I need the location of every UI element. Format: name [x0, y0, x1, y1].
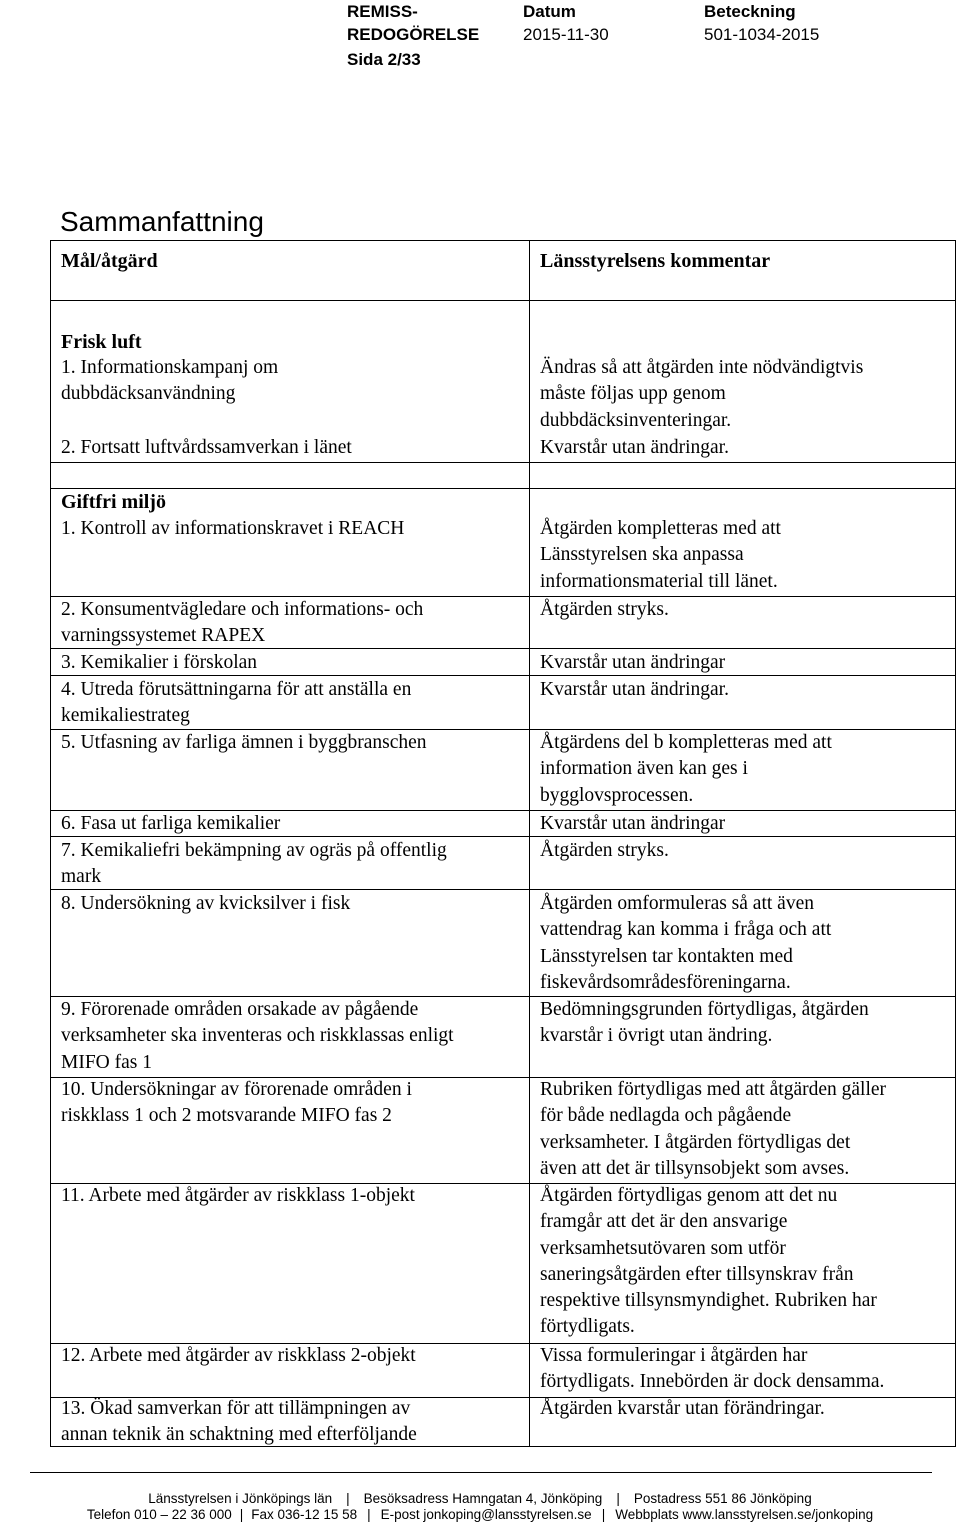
column-header-right: Länsstyrelsens kommentar — [540, 250, 771, 272]
reference-value: 501-1034-2015 — [704, 25, 820, 44]
summary-table — [50, 240, 956, 1447]
footer-email[interactable]: E-post jonkoping@lansstyrelsen.se — [380, 1507, 592, 1522]
table-row-right: Åtgärden kompletteras med att Länsstyrelsen ska anpassa informationsmaterial till länet. — [540, 518, 781, 592]
footer-line-2: Telefon 010 – 22 36 000 | Fax 036-12 15 58 | E-post jonkoping@lansstyrelsen.se | Webbplats www.lansstyrelsen.se/jonkoping — [86, 1507, 874, 1522]
group-heading-frisk-luft: Frisk luft — [61, 331, 142, 353]
table-row-right: Bedömningsgrunden förtydligas, åtgärden kvarstår i övrigt utan ändring. — [540, 999, 869, 1047]
footer-line-1: Länsstyrelsen i Jönköpings län | Besöksadress Hamngatan 4, Jönköping | Postadress 551 86 Jönköping — [148, 1491, 812, 1506]
table-row-right: Rubriken förtydligas med att åtgärden gäller för både nedlagda och pågående verksamheter. I åtgärden förtydligas det även att det är tillsynsobjekt som avses. — [540, 1079, 887, 1179]
date-block — [523, 0, 609, 46]
table-row-left: 9. Förorenade områden orsakade av pågående verksamheter ska inventeras och riskklassas enligt MIFO fas 1 — [61, 999, 454, 1073]
table-row-right: Åtgärden förtydligas genom att det nu framgår att det är den ansvarige verksamhetsutövaren som utför saneringsåtgärden efter tillsynskrav från respektive tillsynsmyndighet. Rubriken har förtydligats. — [540, 1185, 877, 1338]
footer-postal-address: Postadress 551 86 Jönköping — [633, 1491, 812, 1506]
table-row-left: 11. Arbete med åtgärder av riskklass 1-objekt — [61, 1185, 415, 1206]
reference-block — [704, 0, 819, 46]
footer-visiting-address: Besöksadress Hamngatan 4, Jönköping — [363, 1491, 603, 1506]
footer-website[interactable]: Webbplats www.lansstyrelsen.se/jonkoping — [615, 1507, 874, 1522]
table-row-right: Åtgärden stryks. — [540, 599, 669, 620]
table-row-right: Ändras så att åtgärden inte nödvändigtvis måste följas upp genom dubbdäcksinventeringar. — [540, 357, 864, 431]
table-row-left: 12. Arbete med åtgärder av riskklass 2-objekt — [61, 1345, 416, 1366]
group-heading-giftfri-miljo: Giftfri miljö — [61, 491, 166, 513]
table-row-right: Åtgärden stryks. — [540, 840, 669, 861]
section-title: Sammanfattning — [60, 206, 264, 237]
table-row-left: 5. Utfasning av farliga ämnen i byggbranschen — [61, 732, 427, 753]
table-row-left: 10. Undersökningar av förorenade områden i riskklass 1 och 2 motsvarande MIFO fas 2 — [61, 1079, 412, 1127]
table-row-right: Kvarstår utan ändringar. — [540, 437, 729, 458]
table-row-right: Kvarstår utan ändringar. — [540, 679, 729, 700]
row-divider — [51, 488, 955, 489]
table-row-left: 2. Fortsatt luftvårdssamverkan i länet — [61, 437, 352, 458]
table-row-left: 3. Kemikalier i förskolan — [61, 652, 258, 673]
date-value: 2015-11-30 — [523, 25, 609, 44]
table-row-left: 6. Fasa ut farliga kemikalier — [61, 813, 281, 834]
date-label: Datum — [523, 2, 576, 21]
footer-phone: Telefon 010 – 22 36 000 — [86, 1507, 232, 1522]
column-divider — [529, 241, 530, 1446]
table-row-left: 1. Kontroll av informationskravet i REACH — [61, 518, 405, 539]
table-row-left: 13. Ökad samverkan för att tillämpningen av annan teknik än schaktning med efterföljande — [61, 1398, 417, 1446]
table-row-right: Vissa formuleringar i åtgärden har förtydligats. Innebörden är dock densamma. — [540, 1345, 885, 1393]
table-row-left: 8. Undersökning av kvicksilver i fisk — [61, 893, 351, 914]
table-row-right: Åtgärdens del b kompletteras med att information även kan ges i bygglovsprocessen. — [540, 732, 832, 806]
footer-fax: Fax 036-12 15 58 — [251, 1507, 358, 1522]
table-row-left: 2. Konsumentvägledare och informations- och varningssystemet RAPEX — [61, 599, 424, 647]
reference-label: Beteckning — [704, 2, 796, 21]
doc-type — [347, 0, 479, 46]
table-row-left: 4. Utreda förutsättningarna för att anställa en kemikaliestrateg — [61, 679, 412, 727]
footer-organisation: Länsstyrelsen i Jönköpings län — [148, 1491, 333, 1506]
table-row-left: 7. Kemikaliefri bekämpning av ogräs på offentlig mark — [61, 840, 447, 888]
table-row-right: Kvarstår utan ändringar — [540, 813, 726, 834]
footer-divider — [30, 1472, 932, 1473]
table-row-right: Kvarstår utan ändringar — [540, 652, 726, 673]
page-number: Sida 2/33 — [347, 50, 421, 69]
row-divider — [51, 462, 955, 463]
doc-type-label: REMISS- REDOGÖRELSE — [347, 2, 480, 44]
table-row-right: Åtgärden omformuleras så att även vattendrag kan komma i fråga och att Länsstyrelsen tar kontakten med fiskevårdsområdesföreningarna. — [540, 893, 832, 993]
table-row-left: 1. Informationskampanj om dubbdäcksanvändning — [61, 357, 279, 405]
row-divider — [51, 300, 955, 301]
column-header-left: Mål/åtgärd — [61, 250, 158, 272]
table-row-right: Åtgärden kvarstår utan förändringar. — [540, 1398, 825, 1419]
